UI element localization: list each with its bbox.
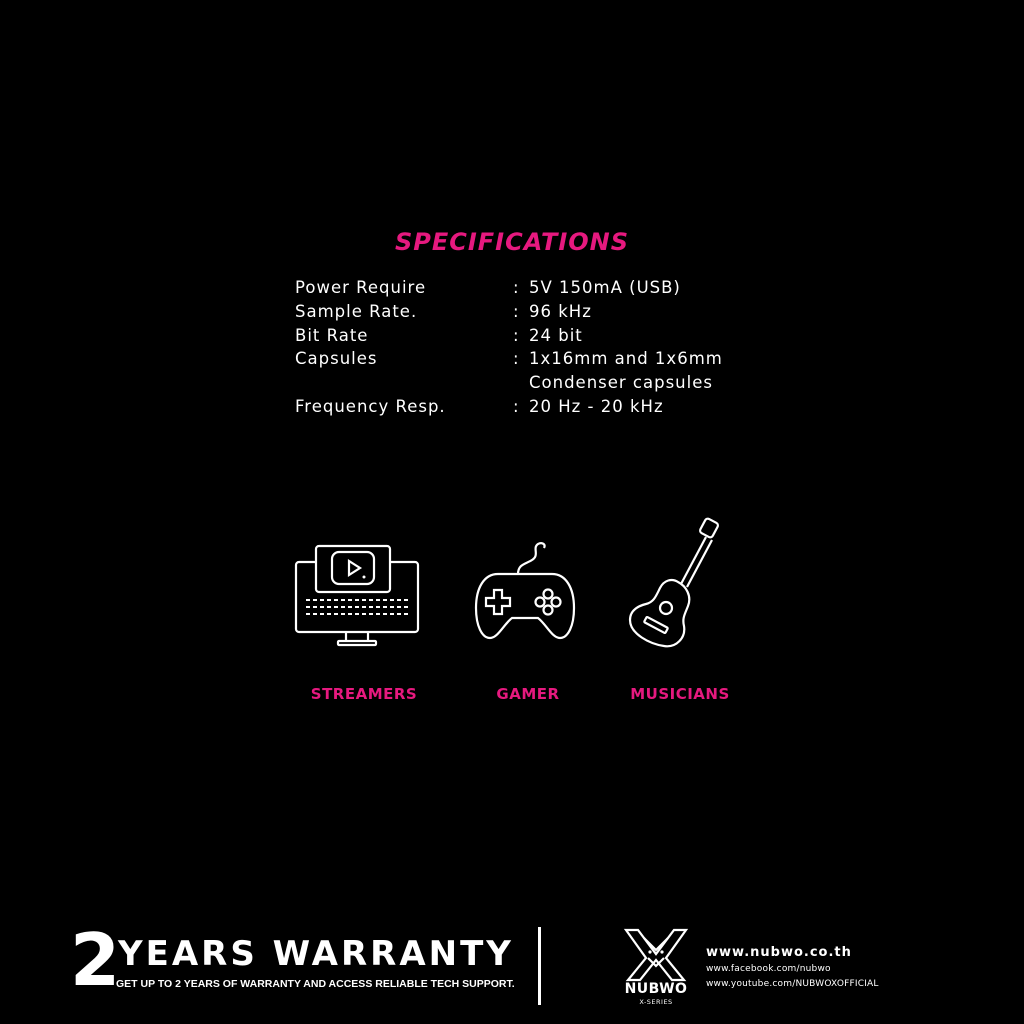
- spec-separator: :: [513, 301, 520, 321]
- spec-value-line: Condenser capsules: [529, 373, 713, 393]
- guitar-icon: [626, 516, 722, 652]
- gamepad-icon: [472, 542, 578, 642]
- spec-row-capsules: [295, 347, 775, 395]
- spec-value: [529, 276, 775, 300]
- spec-label: Frequency Resp.: [295, 396, 446, 416]
- spec-row-power: [295, 276, 775, 300]
- spec-separator: :: [513, 278, 520, 297]
- nubwo-logo-icon: [622, 928, 690, 986]
- spec-value-line: 96 kHz: [529, 301, 592, 321]
- specifications-table: [295, 276, 775, 419]
- monitor-play-icon: [294, 544, 420, 648]
- spec-separator: :: [513, 349, 520, 369]
- use-label-streamers: STREAMERS: [310, 685, 418, 703]
- spec-row-frequency: [295, 395, 775, 419]
- spec-label: Bit Rate: [295, 325, 369, 345]
- footer-divider: [538, 927, 541, 1005]
- spec-value-line: 24 bit: [529, 325, 583, 345]
- facebook-link[interactable]: www.facebook.com/nubwo: [706, 964, 831, 974]
- spec-row-sample-rate: [295, 300, 775, 324]
- spec-label: Power Require: [295, 278, 427, 297]
- brand-name: NUBWO: [624, 981, 688, 997]
- warranty-number: 2: [70, 918, 119, 1002]
- spec-row-bit-rate: [295, 324, 775, 348]
- warranty-title: YEARS WARRANTY: [118, 934, 514, 974]
- spec-label: Capsules: [295, 349, 378, 369]
- spec-value: [529, 395, 775, 419]
- specifications-title: SPECIFICATIONS: [394, 228, 630, 256]
- use-label-gamer: GAMER: [496, 685, 560, 703]
- website-link[interactable]: www.nubwo.co.th: [706, 945, 852, 960]
- spec-value-line: 5V 150mA (USB): [529, 278, 681, 297]
- footer-links: [706, 944, 879, 992]
- spec-label: Sample Rate.: [295, 301, 418, 321]
- use-label-musicians: MUSICIANS: [630, 685, 730, 703]
- spec-separator: :: [513, 325, 520, 345]
- warranty-subtitle: GET UP TO 2 YEARS OF WARRANTY AND ACCESS RELIABLE TECH SUPPORT.: [116, 978, 515, 990]
- spec-value: [529, 347, 775, 395]
- spec-value-line: 20 Hz - 20 kHz: [529, 396, 664, 416]
- spec-value-line: 1x16mm and 1x6mm: [529, 349, 723, 369]
- brand-sub: X-SERIES: [639, 998, 673, 1006]
- spec-value: [529, 324, 775, 348]
- spec-value: [529, 300, 775, 324]
- youtube-link[interactable]: www.youtube.com/NUBWOXOFFICIAL: [706, 979, 879, 989]
- spec-separator: :: [513, 396, 520, 416]
